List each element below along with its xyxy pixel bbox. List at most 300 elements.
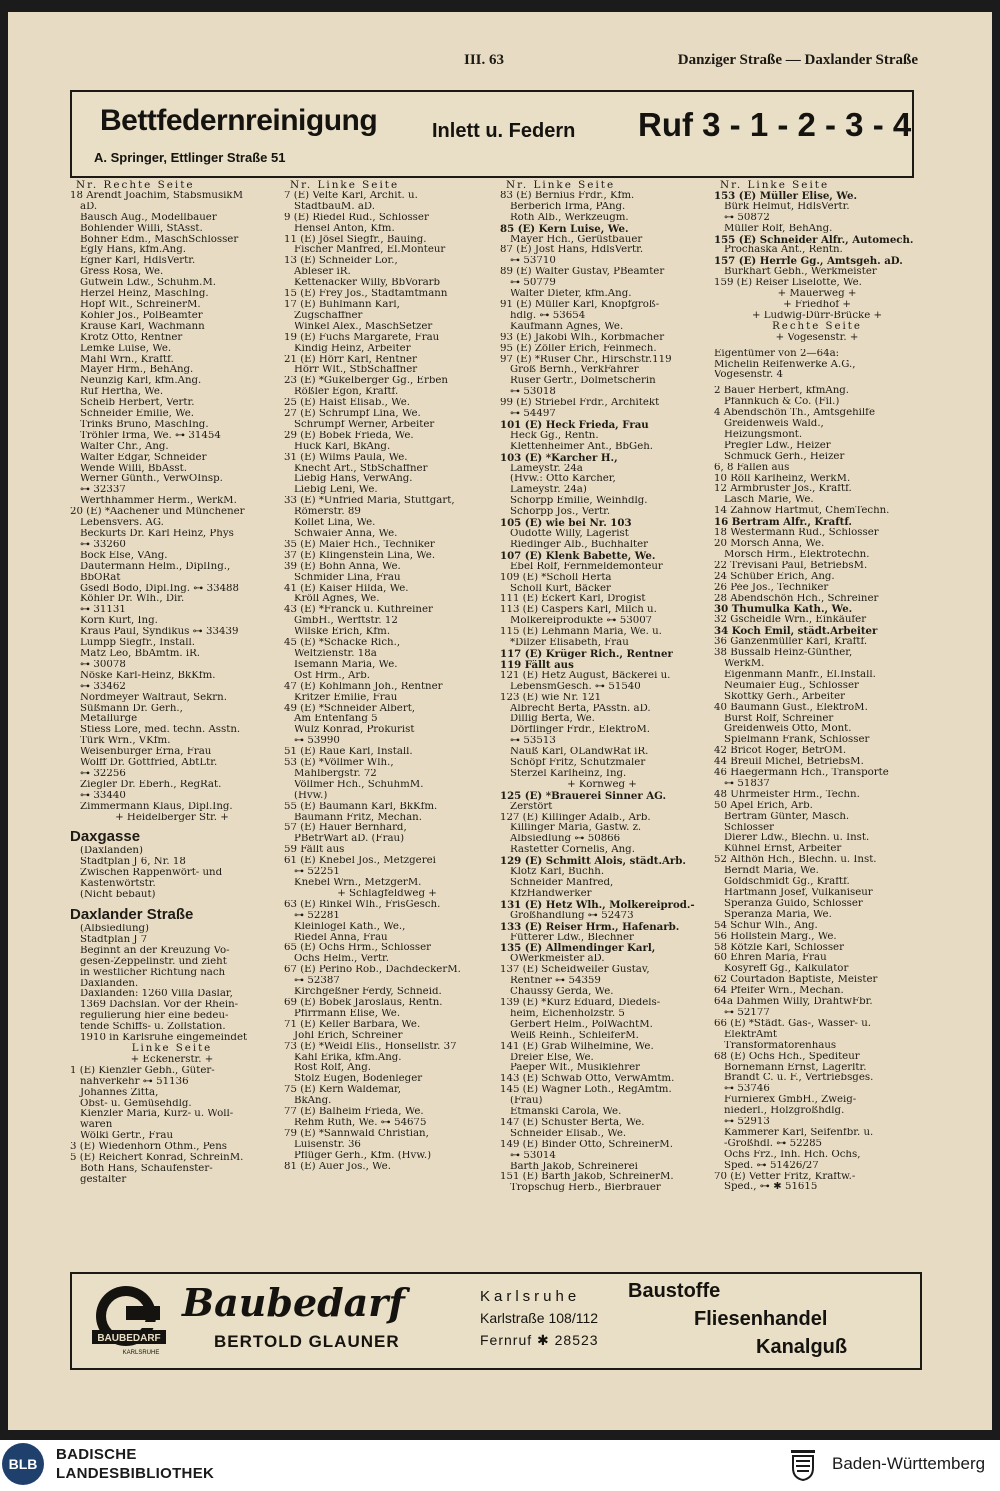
company-city: Karlsruhe bbox=[480, 1288, 581, 1305]
directory-line: 28 Abendschön Hch., Schreiner bbox=[714, 593, 879, 604]
directory-line: 101 (E) Heck Frieda, Frau bbox=[500, 419, 649, 431]
directory-line: GmbH., Werftstr. 12 bbox=[294, 616, 398, 627]
directory-line: + Mauerweg + bbox=[777, 289, 857, 300]
directory-line: Beckurts Dr. Karl Heinz, Phys bbox=[80, 529, 234, 539]
directory-line: 85 (E) Kern Luise, We. bbox=[500, 223, 629, 235]
directory-line: 10 Röll Karlheinz, WerkM. bbox=[714, 473, 851, 484]
directory-line: 75 (E) Kern Waldemar, bbox=[284, 1085, 402, 1096]
directory-line: Liebig Leni, We. bbox=[294, 485, 378, 496]
directory-line: Kröll Agnes, We. bbox=[294, 594, 380, 605]
directory-line: Luisenstr. 36 bbox=[294, 1139, 361, 1150]
directory-line: Ochs Helm., Vertr. bbox=[294, 954, 390, 965]
directory-line: 20 (E) *Aachener und Münchener bbox=[70, 507, 245, 518]
directory-line: Molkereiprodukte ⊶ 53007 bbox=[510, 616, 653, 627]
directory-line: Speranza Guido, Schlosser bbox=[724, 898, 863, 909]
directory-line: 41 (E) Kaiser Hilda, We. bbox=[284, 583, 409, 594]
directory-line: Heck Gg., Rentn. bbox=[510, 430, 599, 441]
directory-line: Bock Else, VAng. bbox=[80, 550, 168, 561]
directory-line: + Schlagfeldweg + bbox=[337, 888, 437, 899]
directory-line: Kraus Paul, Syndikus ⊶ 33439 bbox=[80, 627, 239, 638]
directory-line: tende Schiffs- u. Zollstation. bbox=[80, 1022, 226, 1033]
directory-line: Spielmann Frank, Schlosser bbox=[724, 735, 870, 746]
directory-line: Burst Rolf, Schreiner bbox=[724, 713, 834, 724]
directory-line: 91 (E) Müller Karl, Knopfgroß- bbox=[500, 299, 660, 310]
directory-line: Transformatorenhaus bbox=[724, 1040, 837, 1051]
directory-line: ⊶ 51837 bbox=[724, 778, 770, 789]
ad-phone: Ruf 3 - 1 - 2 - 3 - 4 bbox=[638, 106, 912, 143]
directory-line: Trinks Bruno, MaschIng. bbox=[80, 419, 209, 430]
directory-line: 68 (E) Ochs Hch., Spediteur bbox=[714, 1051, 860, 1062]
blb-logo-icon[interactable]: BLB bbox=[2, 1443, 44, 1485]
directory-line: 53 (E) *Völlmer Wlh., bbox=[284, 758, 394, 769]
directory-line: 57 (E) Hauer Bernhard, bbox=[284, 823, 407, 834]
directory-line: + Eckenerstr. + bbox=[130, 1054, 214, 1065]
directory-line: Römerstr. 89 bbox=[294, 507, 361, 518]
directory-line: 20 Morsch Anna, We. bbox=[714, 539, 825, 549]
directory-line: 73 (E) *Weidl Elis., Honsellstr. 37 bbox=[284, 1041, 457, 1052]
library-footer bbox=[0, 1440, 1000, 1491]
column-heading: Linke Seite bbox=[131, 1042, 213, 1054]
directory-line: hdlg. ⊶ 53654 bbox=[510, 310, 586, 321]
directory-line: ⊶ 54497 bbox=[510, 409, 556, 420]
directory-line: Albsiedlung ⊶ 50866 bbox=[510, 834, 621, 845]
directory-line: Heizungsmont. bbox=[724, 429, 803, 440]
directory-line: Goldschmidt Gg., Kraftf. bbox=[724, 877, 850, 888]
directory-line: 87 (E) Jost Hans, HdlsVertr. bbox=[500, 245, 644, 256]
directory-line: ⊶ 52913 bbox=[724, 1117, 770, 1128]
directory-line: Hörr Wlt., StbSchaffner bbox=[294, 365, 418, 376]
directory-column-3 bbox=[500, 180, 704, 1268]
directory-line: 23 (E) *Gukelberger Gg., Erben bbox=[284, 376, 448, 387]
directory-line: ⊶ 33462 bbox=[80, 681, 126, 692]
directory-line: Kettenacker Willy, BbVorarb bbox=[294, 278, 441, 289]
directory-line: 18 Westermann Rud., Schlosser bbox=[714, 528, 879, 539]
scanned-page bbox=[8, 12, 992, 1430]
directory-line: 111 (E) Eckert Karl, Drogist bbox=[500, 594, 646, 605]
directory-line: Roth Alb., Werkzeugm. bbox=[510, 212, 629, 223]
directory-line: ⊶ 53746 bbox=[724, 1084, 770, 1095]
directory-line: Liebig Hans, VerwAng. bbox=[294, 474, 413, 485]
directory-line: Pflüger Gerh., Kfm. (Hvw.) bbox=[294, 1150, 432, 1161]
directory-line: Knecht Art., StbSchaffner bbox=[294, 463, 428, 474]
directory-line: Ost Hrm., Arb. bbox=[294, 670, 371, 681]
directory-line: 137 (E) Scheidweiler Gustav, bbox=[500, 965, 650, 976]
directory-line: (Frau) bbox=[510, 1096, 543, 1107]
directory-line: ⊶ 32337 bbox=[80, 485, 126, 496]
directory-line: 103 (E) *Karcher H., bbox=[500, 452, 618, 464]
directory-line: ElektrAmt bbox=[724, 1029, 777, 1040]
directory-line: ⊶ 53018 bbox=[510, 387, 556, 398]
directory-line: 135 (E) Allmendinger Karl, bbox=[500, 943, 656, 955]
directory-line: Bausch Aug., Modellbauer bbox=[80, 212, 217, 223]
directory-line: Furnierex GmbH., Zweig- bbox=[724, 1095, 857, 1106]
directory-line: Lebensvers. AG. bbox=[80, 518, 164, 529]
directory-line: 43 (E) *Franck u. Kuthreiner bbox=[284, 605, 433, 616]
directory-line: 143 (E) Schwab Otto, VerwAmtm. bbox=[500, 1074, 675, 1085]
directory-line: 34 Koch Emil, städt.Arbeiter bbox=[714, 626, 878, 638]
ad-address: A. Springer, Ettlinger Straße 51 bbox=[94, 150, 286, 165]
directory-line: 21 (E) Hörr Karl, Rentner bbox=[284, 354, 417, 365]
directory-line: Nauß Karl, OLandwRat iR. bbox=[510, 747, 649, 758]
directory-line: *Dilzer Elisabeth, Frau bbox=[510, 638, 629, 649]
directory-line: Walter Dieter, kfm.Ang. bbox=[510, 289, 632, 300]
directory-line: Rastetter Cornelis, Ang. bbox=[510, 845, 635, 856]
directory-line: LebensmGesch. ⊶ 51540 bbox=[510, 681, 641, 692]
directory-line: 22 Trévisani Paul, BetriebsM. bbox=[714, 560, 868, 571]
directory-line: StadtbauM. aD. bbox=[294, 201, 375, 212]
directory-line: Mahl Wrn., Kraftf. bbox=[80, 354, 174, 365]
directory-line: Schneider Emilie, We. bbox=[80, 409, 195, 420]
bettfedern-advertisement bbox=[70, 90, 914, 178]
directory-line: Rentner ⊶ 54359 bbox=[510, 976, 601, 987]
directory-line: Schmuck Gerh., Heizer bbox=[724, 451, 845, 462]
directory-line: 56 Hollstein Marg., We. bbox=[714, 931, 837, 942]
product-fliesenhandel: Fliesenhandel bbox=[694, 1308, 828, 1330]
directory-line: Prochaska Ant., Rentn. bbox=[724, 245, 843, 256]
directory-line: 64a Dahmen Willy, DrahtwFbr. bbox=[714, 997, 873, 1008]
directory-line: ⊶ 33440 bbox=[80, 790, 126, 801]
directory-line: Klotz Karl, Buchh. bbox=[510, 867, 605, 878]
directory-line: Kosyreff Gg., Kalkulator bbox=[724, 964, 849, 975]
directory-line: Am Entenfang 5 bbox=[294, 714, 378, 725]
directory-line: Ruser Gertr., Dolmetscherin bbox=[510, 376, 656, 387]
directory-line: Kühnel Ernst, Arbeiter bbox=[724, 844, 842, 855]
directory-line: Michelin Reifenwerke A.G., bbox=[714, 359, 856, 370]
directory-line: Schorpp Jos., Vertr. bbox=[510, 507, 611, 518]
directory-line: ⊶ 32256 bbox=[80, 768, 126, 779]
logo-city: KARLSRUHE bbox=[122, 1350, 160, 1356]
directory-line: + Vogesenstr. + bbox=[775, 332, 859, 343]
directory-line: Großhandlung ⊶ 52473 bbox=[510, 910, 634, 921]
directory-line: + Kornweg + bbox=[567, 779, 637, 790]
directory-line: Chaussy Gerda, We. bbox=[510, 987, 614, 998]
directory-line: Tröhler Irma, We. ⊶ 31454 bbox=[80, 430, 221, 441]
directory-line: Riedinger Alb., Buchhalter bbox=[510, 539, 649, 550]
directory-line: 51 (E) Raue Karl, Install. bbox=[284, 747, 413, 758]
directory-line: Tropschug Herb., Bierbrauer bbox=[510, 1183, 661, 1194]
directory-line: Gsedl Bodo, Dipl.Ing. ⊶ 33488 bbox=[80, 583, 240, 594]
directory-line: 14 Zahnow Hartmut, ChemTechn. bbox=[714, 506, 890, 517]
directory-line: 49 (E) *Schneider Albert, bbox=[284, 703, 416, 714]
directory-line: WerkM. bbox=[724, 658, 765, 669]
directory-line: 93 (E) Jakobi Wlh., Korbmacher bbox=[500, 332, 665, 343]
directory-line: 139 (E) *Kurz Eduard, Diedels- bbox=[500, 997, 661, 1008]
directory-line: 141 (E) Grab Wilhelmine, We. bbox=[500, 1041, 654, 1052]
directory-line: Gerbert Helm., PolWachtM. bbox=[510, 1019, 653, 1030]
directory-line: Kirchgeßner Ferdy, Schneid. bbox=[294, 987, 442, 998]
directory-line: 64 Pfeifer Wrn., Mechan. bbox=[714, 986, 844, 997]
directory-line: 155 (E) Schneider Alfr., Automech. bbox=[714, 234, 914, 246]
page-number: III. 63 bbox=[464, 52, 505, 68]
directory-line: Bornemann Ernst, Lagerltr. bbox=[724, 1062, 867, 1073]
directory-line: Beginnt an der Kreuzung Vo- bbox=[80, 945, 230, 956]
directory-line: 37 (E) Klingenstein Lina, We. bbox=[284, 550, 436, 561]
directory-line: Huck Karl, BkAng. bbox=[294, 441, 391, 452]
directory-line: Berberich Irma, PAng. bbox=[510, 201, 626, 212]
directory-line: Matz Leo, BbAmtm. iR. bbox=[80, 648, 201, 659]
directory-line: Fütterer Ldw., Blechner bbox=[510, 932, 634, 943]
directory-line: 42 Bricot Roger, BetrOM. bbox=[714, 746, 847, 757]
directory-line: 2 Bauer Herbert, kfmAng. bbox=[714, 386, 850, 397]
directory-line: Oudotte Willy, Lagerist bbox=[510, 529, 629, 539]
directory-line: 129 (E) Schmitt Alois, städt.Arb. bbox=[500, 856, 686, 868]
directory-line: Dierer Ldw., Blechn. u. Inst. bbox=[724, 833, 870, 844]
library-name-line1[interactable]: BADISCHE bbox=[56, 1446, 137, 1463]
directory-line: 24 Schüber Erich, Ang. bbox=[714, 571, 835, 582]
directory-line: Ruf Hertha, We. bbox=[80, 387, 164, 398]
directory-line: Barth Jakob, Schreinerei bbox=[510, 1161, 638, 1172]
library-name-line2[interactable]: LANDESBIBLIOTHEK bbox=[56, 1465, 215, 1482]
directory-column-2 bbox=[284, 180, 490, 1268]
state-coat-of-arms-icon bbox=[788, 1446, 818, 1482]
directory-line: Zerstört bbox=[510, 801, 553, 812]
directory-line: Both Hans, Schaufenster- bbox=[80, 1163, 213, 1174]
directory-line: Krause Karl, Wachmann bbox=[80, 321, 205, 332]
baubedarf-advertisement bbox=[70, 1272, 922, 1370]
directory-line: Zugschaffner bbox=[294, 310, 363, 321]
directory-line: Werner Günth., VerwOInsp. bbox=[80, 474, 223, 485]
directory-line: 151 (E) Barth Jakob, SchreinerM. bbox=[500, 1172, 674, 1183]
directory-line: 113 (E) Caspers Karl, Milch u. bbox=[500, 605, 657, 616]
page-header bbox=[448, 50, 918, 72]
directory-line: Kleinlogel Kath., We., bbox=[294, 921, 406, 932]
directory-line: Krotz Otto, Rentner bbox=[80, 332, 183, 343]
directory-line: + Friedhof + bbox=[783, 299, 851, 310]
directory-line: Winkel Alex., MaschSetzer bbox=[294, 321, 433, 332]
directory-line: 36 Ganzenmüller Karl, Kraftf. bbox=[714, 637, 868, 648]
directory-line: Johannes Zitta, bbox=[80, 1087, 159, 1098]
directory-line: Schneider Elisab., We. bbox=[510, 1128, 627, 1139]
directory-line: Schneider Manfred, bbox=[510, 878, 614, 888]
directory-line: Nordmeyer Waltraut, Sekrn. bbox=[80, 692, 227, 703]
state-name[interactable]: Baden-Württemberg bbox=[832, 1454, 986, 1473]
directory-line: 52 Althön Hch., Blechn. u. Inst. bbox=[714, 855, 877, 866]
directory-line: 1369 Dachslan. Vor der Rhein- bbox=[80, 1000, 239, 1011]
directory-line: 46 Haegermann Hch., Transporte bbox=[714, 768, 889, 779]
directory-line: Schmider Lina, Frau bbox=[294, 572, 401, 583]
directory-line: 18 Arendt Joachim, StabsmusikM bbox=[70, 190, 244, 201]
directory-line: ⊶ 52281 bbox=[294, 910, 340, 921]
directory-line: 48 Uhrmeister Hrm., Techn. bbox=[714, 789, 860, 800]
directory-line: 38 Bussalb Heinz-Günther, bbox=[714, 648, 853, 659]
directory-line: 147 (E) Schuster Berta, We. bbox=[500, 1117, 645, 1128]
directory-line: 19 (E) Fuchs Margarete, Frau bbox=[284, 332, 440, 343]
directory-line: 60 Ehren Maria, Frau bbox=[714, 953, 827, 964]
directory-line: 33 (E) *Unfried Maria, Stuttgart, bbox=[284, 496, 455, 507]
directory-line: Süßmann Dr. Gerh., bbox=[80, 703, 183, 714]
directory-line: 44 Breuil Michel, BetriebsM. bbox=[714, 757, 864, 768]
directory-line: ⊶ 53710 bbox=[510, 256, 556, 267]
directory-line: + Heidelberger Str. + bbox=[115, 812, 229, 823]
directory-line: ⊶ 50779 bbox=[510, 278, 556, 289]
directory-line: Eigentümer von 2—64a: bbox=[714, 348, 840, 359]
directory-line: 79 (E) *Sannwald Christian, bbox=[284, 1128, 429, 1139]
directory-line: Isemann Maria, We. bbox=[294, 659, 398, 670]
directory-line: Speranza Maria, We. bbox=[724, 909, 832, 920]
directory-line: 55 (E) Baumann Karl, BkKfm. bbox=[284, 801, 438, 812]
directory-line: Kohler Jos., PolBeamter bbox=[80, 310, 203, 321]
directory-line: in westlicher Richtung nach bbox=[80, 967, 226, 978]
directory-line: heim, Eichenholzstr. 5 bbox=[510, 1008, 625, 1019]
directory-line: Weisenburger Erna, Frau bbox=[80, 747, 212, 758]
directory-line: 7 (E) Velte Karl, Archit. u. bbox=[284, 190, 418, 201]
directory-line: Riedel Anna, Frau bbox=[294, 932, 388, 943]
directory-line: Dautermann Helm., DiplIng., bbox=[80, 561, 231, 572]
directory-line: Nöske Karl-Heinz, BkKfm. bbox=[80, 670, 216, 681]
directory-line: 67 (E) Perino Rob., DachdeckerM. bbox=[284, 965, 461, 976]
directory-line: Wende Willi, BbAsst. bbox=[80, 463, 187, 474]
directory-line: Pfirrmann Elise, We. bbox=[294, 1008, 401, 1019]
directory-line: 32 Gscheidle Wrn., Einkäufer bbox=[714, 615, 867, 626]
directory-line: Metallurge bbox=[80, 714, 138, 725]
directory-line: 29 (E) Bobek Frieda, We. bbox=[284, 430, 414, 441]
directory-line: ⊶ 33260 bbox=[80, 539, 126, 550]
directory-line: Egly Hans, kfm.Ang. bbox=[80, 245, 186, 256]
directory-line: 159 (E) Reiser Liselotte, We. bbox=[714, 278, 862, 289]
directory-line: Greidenweis Wald., bbox=[724, 419, 824, 430]
directory-line: Weltzienstr. 18a bbox=[294, 648, 377, 659]
directory-line: Rößler Egon, Kraftf. bbox=[294, 387, 399, 398]
product-baustoffe: Baustoffe bbox=[628, 1280, 721, 1302]
directory-line: Schwaier Anna, We. bbox=[294, 529, 398, 539]
directory-line: 125 (E) *Brauerei Sinner AG. bbox=[500, 790, 667, 802]
directory-line: Ebel Rolf, Fernmeldemonteur bbox=[510, 561, 663, 572]
directory-line: Lameystr. 24a bbox=[510, 463, 583, 474]
directory-line: 25 (E) Haist Elisab., We. bbox=[284, 398, 410, 409]
directory-line: 157 (E) Herrle Gg., Amtsgeh. aD. bbox=[714, 256, 903, 268]
directory-line: ⊶ 30078 bbox=[80, 659, 126, 670]
directory-line: Kastenwörtstr. bbox=[80, 879, 156, 890]
street-range: Danziger Straße — Daxlander Straße bbox=[677, 52, 918, 68]
directory-line: Kammerer Karl, Seifenfbr. u. bbox=[724, 1127, 874, 1138]
product-kanalguss: Kanalguß bbox=[756, 1336, 848, 1358]
directory-line: waren bbox=[80, 1120, 113, 1131]
directory-line: PBetrWart aD. (Frau) bbox=[294, 834, 405, 845]
directory-line: Hensel Anton, Kfm. bbox=[294, 223, 395, 234]
directory-line: Dillig Berta, We. bbox=[510, 714, 595, 725]
directory-line: 123 (E) wie Nr. 121 bbox=[500, 692, 602, 703]
ad-subtitle: Inlett u. Federn bbox=[432, 120, 576, 142]
directory-line: 5 (E) Reichert Konrad, SchreinM. bbox=[70, 1153, 244, 1164]
directory-line: niederl., Holzgroßhdlg. bbox=[724, 1106, 845, 1117]
directory-line: Obst- u. Gemüsehdlg. bbox=[80, 1098, 192, 1109]
directory-line: 107 (E) Klenk Babette, We. bbox=[500, 550, 656, 562]
column-heading: Rechte Seite bbox=[772, 320, 862, 332]
directory-line: Lemke Luise, We. bbox=[80, 343, 172, 354]
directory-line: Eigenmann Manfr., El.Install. bbox=[724, 669, 876, 680]
directory-line: 13 (E) Schneider Lor., bbox=[284, 256, 398, 267]
directory-line: (Daxlanden) bbox=[80, 846, 143, 857]
directory-line: Kahl Erika, kfm.Ang. bbox=[294, 1052, 402, 1063]
directory-line: Stolz Eugen, Bodenleger bbox=[294, 1074, 423, 1085]
directory-line: 4 Abendschön Th., Amtsgehilfe bbox=[714, 408, 875, 419]
directory-line: Dörflinger Frdr., ElektroM. bbox=[510, 725, 651, 736]
directory-line: Daxlanden: 1260 Villa Daslar, bbox=[80, 989, 233, 1000]
directory-line: 47 (E) Kohlmann Joh., Rentner bbox=[284, 681, 443, 692]
directory-line: 58 Kötzle Karl, Schlosser bbox=[714, 942, 844, 953]
directory-line: BbORat bbox=[80, 572, 121, 583]
directory-line: Schöpf Fritz, Schutzmaler bbox=[510, 758, 646, 769]
directory-line: 121 (E) Hetz August, Bäckerei u. bbox=[500, 670, 671, 681]
directory-line: 35 (E) Maier Hch., Techniker bbox=[284, 539, 435, 550]
directory-line: Neunzig Karl, kfm.Ang. bbox=[80, 376, 202, 387]
directory-line: Kritzer Emilie, Frau bbox=[294, 692, 398, 703]
logo-text: BAUBEDARF bbox=[97, 1333, 161, 1344]
directory-line: 40 Baumann Gust., ElektroM. bbox=[714, 702, 868, 713]
directory-line: Bertram Günter, Masch. bbox=[724, 811, 850, 822]
directory-line: 27 (E) Schrumpf Lina, We. bbox=[284, 409, 421, 420]
directory-line: Schrumpf Werner, Arbeiter bbox=[294, 419, 435, 430]
directory-line: 99 (E) Striebel Frdr., Architekt bbox=[500, 398, 660, 409]
directory-line: Lameystr. 24a) bbox=[510, 485, 587, 496]
directory-column-4 bbox=[714, 180, 920, 1268]
directory-line: 81 (E) Auer Jos., We. bbox=[284, 1161, 391, 1172]
company-owner: BERTOLD GLAUNER bbox=[214, 1332, 400, 1351]
directory-line: Wilske Erich, Kfm. bbox=[294, 627, 391, 638]
directory-line: Gress Rosa, We. bbox=[80, 267, 164, 278]
directory-line: (Hvw.) bbox=[294, 790, 328, 801]
directory-line: ⊶ 53014 bbox=[510, 1150, 556, 1161]
company-address: Karlstraße 108/112 bbox=[480, 1310, 599, 1326]
directory-line: Skottky Gerh., Arbeiter bbox=[724, 691, 845, 702]
directory-line: Wölki Gertr., Frau bbox=[80, 1131, 174, 1142]
directory-line: Etmanski Carola, We. bbox=[510, 1107, 622, 1118]
directory-line: Völlmer Hch., SchuhmM. bbox=[294, 779, 424, 790]
directory-line: Daxlanden. bbox=[80, 978, 139, 989]
directory-line: + Ludwig-Dürr-Brücke + bbox=[751, 310, 883, 321]
directory-line: 105 (E) wie bei Nr. 103 bbox=[500, 518, 632, 529]
directory-line: Schorpp Emilie, Weinhdlg. bbox=[510, 496, 648, 507]
directory-line: 59 Fällt aus bbox=[284, 845, 345, 856]
directory-line: Brandt C. u. F., Vertriebsges. bbox=[724, 1073, 874, 1084]
directory-line: 1 (E) Kienzler Gebh., Güter- bbox=[70, 1065, 215, 1076]
directory-line: ⊶ 52251 bbox=[294, 867, 340, 878]
directory-line: Stadtplan J 6, Nr. 18 bbox=[80, 857, 186, 868]
directory-line: Paeper Wlt., Musiklehrer bbox=[510, 1063, 640, 1074]
directory-line: Rost Rolf, Ang. bbox=[294, 1063, 371, 1074]
column-heading: Nr. Linke Seite bbox=[290, 180, 400, 191]
directory-line: Herzel Heinz, MaschIng. bbox=[80, 289, 209, 300]
directory-line: 11 (E) Jösel Siegfr., Bauing. bbox=[284, 234, 427, 245]
directory-line: Knebel Wrn., MetzgerM. bbox=[294, 878, 422, 888]
directory-line: 61 (E) Knebel Jos., Metzgerei bbox=[284, 856, 436, 867]
directory-line: 66 (E) *Städt. Gas-, Wasser- u. bbox=[714, 1018, 872, 1029]
directory-line: Müller Rolf, BehAng. bbox=[724, 223, 833, 234]
directory-line: OWerkmeister aD. bbox=[510, 954, 605, 965]
directory-line: BkAng. bbox=[294, 1096, 332, 1107]
directory-line: 45 (E) *Schacke Rich., bbox=[284, 638, 401, 649]
directory-line: 65 (E) Ochs Hrm., Schlosser bbox=[284, 943, 432, 954]
directory-line: 15 (E) Frey Jos., Stadtamtmann bbox=[284, 289, 448, 300]
directory-line: Scholl Kurt, Bäcker bbox=[510, 583, 611, 594]
directory-line: Sped., ⊶ ✱ 51615 bbox=[724, 1182, 818, 1193]
directory-line: Berndt Maria, We. bbox=[724, 866, 819, 877]
directory-line: 127 (E) Killinger Adalb., Arb. bbox=[500, 812, 651, 823]
directory-line: 149 (E) Binder Otto, SchreinerM. bbox=[500, 1139, 673, 1150]
directory-line: 153 (E) Müller Elise, We. bbox=[714, 190, 858, 202]
directory-line: gesen-Zeppelinstr. und zieht bbox=[80, 956, 227, 967]
directory-line: 71 (E) Keller Barbara, We. bbox=[284, 1019, 421, 1030]
column-heading: Nr. Linke Seite bbox=[506, 180, 616, 191]
directory-line: 77 (E) Balheim Frieda, We. bbox=[284, 1107, 424, 1118]
directory-line: Wolff Dr. Gottfried, AbtLtr. bbox=[80, 758, 218, 769]
directory-line: (Nicht bebaut) bbox=[80, 890, 156, 901]
directory-line: 26 Pée Jos., Techniker bbox=[714, 582, 829, 593]
directory-line: 30 Thumulka Kath., We. bbox=[714, 604, 853, 616]
directory-line: Kienzler Maria, Kurz- u. Woll- bbox=[80, 1109, 234, 1120]
directory-line: 39 (E) Bohn Anna, We. bbox=[284, 561, 401, 572]
directory-line: Fischer Manfred, El.Monteur bbox=[294, 245, 446, 256]
